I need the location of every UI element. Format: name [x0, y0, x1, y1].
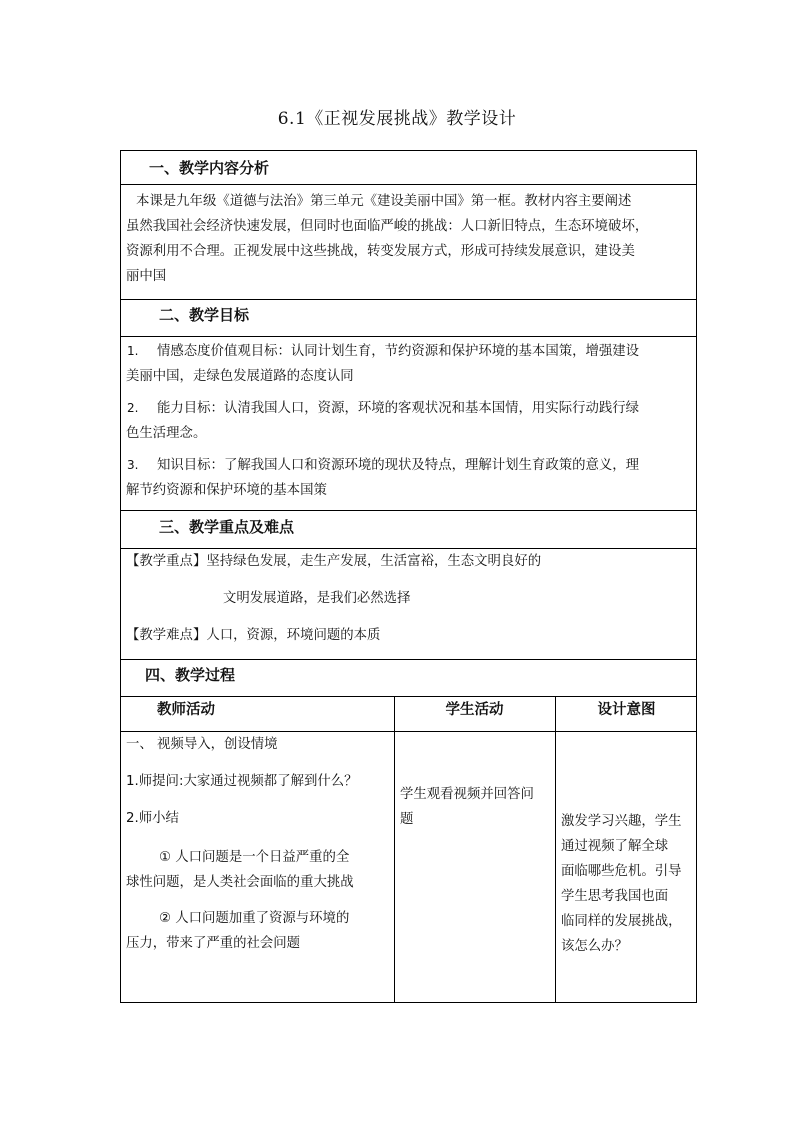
- objective-number: 1.: [127, 344, 139, 358]
- document-title: 6.1《正视发展挑战》教学设计: [277, 109, 517, 129]
- design-intent-line: 激发学习兴趣，学生: [561, 814, 682, 829]
- column-header-intent: 设计意图: [597, 702, 656, 718]
- design-intent-line: 该怎么办？: [561, 939, 628, 954]
- student-activity-line: 学生观看视频并回答问: [400, 787, 534, 802]
- objective-line: 美丽中国，走绿色发展道路的态度认同: [126, 369, 354, 384]
- content-analysis-line: 丽中国: [126, 269, 167, 284]
- objective-line: 色生活理念。: [126, 426, 207, 441]
- content-analysis-line: 资源利用不合理。正视发展中这些挑战，转变发展方式，形成可持续发展意识，建设美: [126, 244, 635, 259]
- section-heading-objectives: 二、教学目标: [159, 306, 250, 324]
- column-divider: [555, 696, 556, 1003]
- objective-line: 解节约资源和保护环境的基本国策: [126, 483, 327, 498]
- objective-line: 情感态度价值观目标：认同计划生育，节约资源和保护环境的基本国策，增强建设: [157, 344, 640, 359]
- design-intent-line: 面临哪些危机。引导: [561, 864, 682, 879]
- section-heading-content-analysis: 一、教学内容分析: [149, 159, 270, 177]
- teacher-activity-line: 球性问题，是人类社会面临的重大挑战: [126, 875, 354, 890]
- teacher-activity-line: 压力，带来了严重的社会问题: [126, 936, 301, 951]
- key-point-line: 【教学重点】坚持绿色发展，走生产发展，生活富裕，生态文明良好的: [126, 554, 542, 569]
- difficulty-line: 【教学难点】人口，资源，环境问题的本质: [126, 628, 381, 643]
- design-intent-line: 通过视频了解全球: [561, 839, 669, 854]
- teacher-activity-line: ① 人口问题是一个日益严重的全: [159, 850, 350, 865]
- content-analysis-line: 本课是九年级《道德与法治》第三单元《建设美丽中国》第一框。教材内容主要阐述: [136, 194, 632, 209]
- column-divider: [394, 696, 395, 1003]
- column-header-teacher: 教师活动: [157, 702, 215, 718]
- objective-number: 3.: [127, 458, 139, 472]
- objective-number: 2.: [127, 401, 139, 415]
- objective-line: 知识目标：了解我国人口和资源环境的现状及特点，理解计划生育政策的意义，理: [157, 458, 640, 473]
- design-intent-line: 临同样的发展挑战，: [561, 914, 682, 929]
- row-divider: [121, 659, 696, 660]
- row-divider: [121, 696, 696, 697]
- row-divider: [121, 184, 696, 185]
- row-divider: [121, 299, 696, 300]
- design-intent-line: 学生思考我国也面: [561, 889, 669, 904]
- student-activity-line: 题: [400, 812, 414, 827]
- key-point-line: 文明发展道路，是我们必然选择: [223, 591, 411, 606]
- row-divider: [121, 336, 696, 337]
- content-analysis-line: 虽然我国社会经济快速发展，但同时也面临严峻的挑战：人口新旧特点，生态环境破坏，: [126, 219, 649, 234]
- teacher-activity-line: ② 人口问题加重了资源与环境的: [159, 911, 350, 926]
- teacher-activity-line: 1.师提问:大家通过视频都了解到什么？: [126, 774, 358, 789]
- objective-line: 能力目标：认清我国人口，资源，环境的客观状况和基本国情，用实际行动践行绿: [157, 401, 640, 416]
- teacher-activity-step: 一、 视频导入，创设情境: [126, 737, 278, 752]
- column-header-student: 学生活动: [445, 702, 504, 718]
- lesson-plan-table: [120, 150, 697, 1003]
- section-heading-key-points: 三、教学重点及难点: [159, 518, 295, 536]
- row-divider: [121, 510, 696, 511]
- section-heading-process: 四、教学过程: [145, 666, 236, 684]
- teacher-activity-line: 2.师小结: [126, 811, 179, 826]
